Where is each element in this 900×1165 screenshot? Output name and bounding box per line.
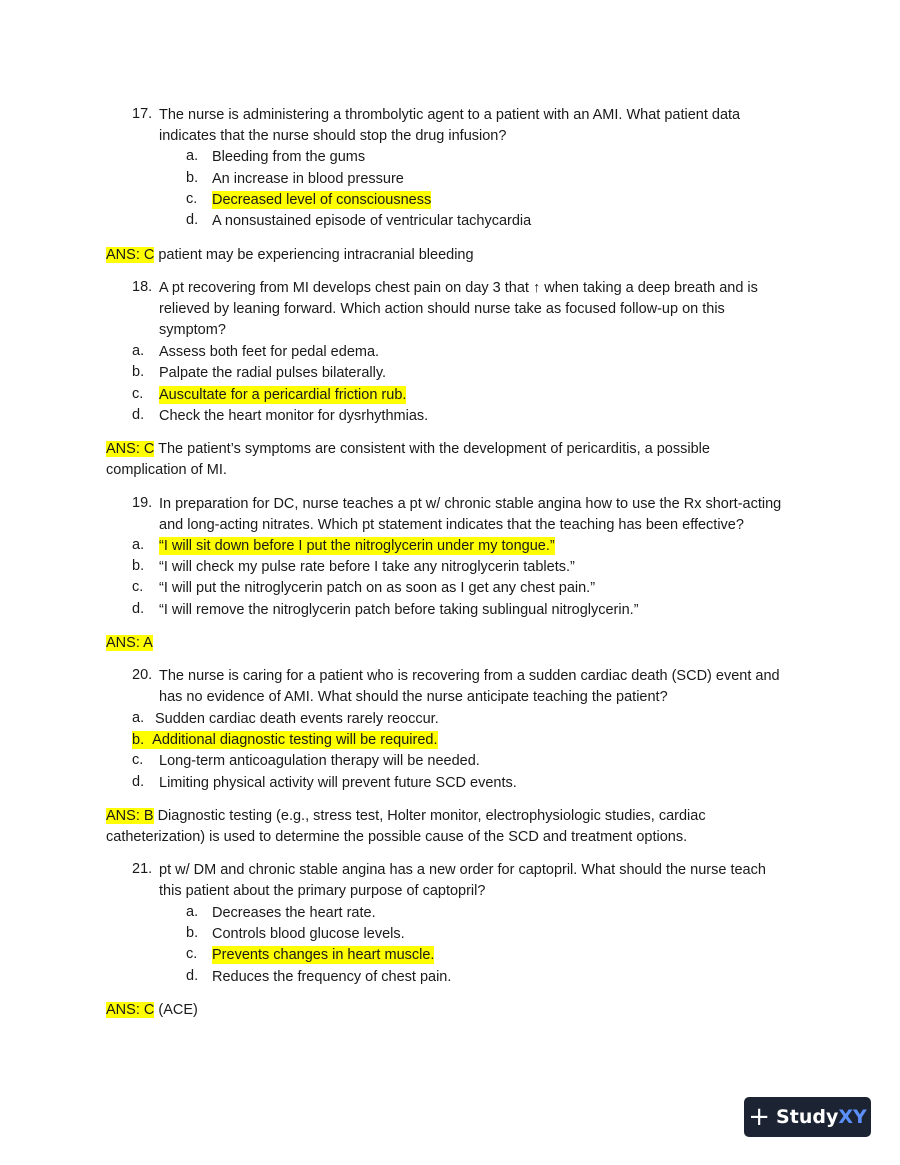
answer-label: ANS: C [106, 1002, 155, 1018]
question-number: 19. [132, 495, 153, 511]
option-letter: a. [186, 148, 199, 164]
option-letter: b. [132, 732, 145, 748]
option-text: Assess both feet for pedal edema. [159, 344, 380, 360]
option-letter: b. [132, 364, 145, 380]
option-letter: b. [186, 925, 199, 941]
option-text: Limiting physical activity will prevent future SCD events. [159, 775, 517, 791]
answer-text: Diagnostic testing (e.g., stress test, Holter monitor, electrophysiologic studies, cardiac [153, 808, 706, 824]
answer-line [106, 440, 710, 458]
question-stem-line: this patient about the primary purpose of captopril? [159, 883, 486, 899]
option-text-correct: Additional diagnostic testing will be required. [152, 732, 438, 748]
answer-text: The patient’s symptoms are consistent with the development of pericarditis, a possible [154, 441, 710, 457]
option-text: Bleeding from the gums [212, 149, 366, 165]
option-text: Long-term anticoagulation therapy will be needed. [159, 753, 480, 769]
option-letter: c. [186, 191, 198, 207]
option-text: Palpate the radial pulses bilaterally. [159, 365, 387, 381]
option-letter: a. [186, 904, 199, 920]
option-letter: d. [132, 774, 145, 790]
option-text: “I will put the nitroglycerin patch on as soon as I get any chest pain.” [159, 580, 596, 596]
option-text-correct: Prevents changes in heart muscle. [212, 947, 435, 963]
option-text: Controls blood glucose levels. [212, 926, 405, 942]
question-stem-line: pt w/ DM and chronic stable angina has a new order for captopril. What should the nurse teach [159, 862, 766, 878]
answer-label: ANS: C [106, 247, 155, 263]
question-stem-line: symptom? [159, 322, 226, 338]
option-letter: b. [132, 558, 145, 574]
option-letter: b. [186, 170, 199, 186]
question-number: 17. [132, 106, 153, 122]
question-stem-line: relieved by leaning forward. Which action should nurse take as focused follow-up on this [159, 301, 725, 317]
answer-text: patient may be experiencing intracranial bleeding [154, 247, 474, 263]
question-number: 18. [132, 279, 153, 295]
option-text: An increase in blood pressure [212, 171, 404, 187]
option-letter: c. [132, 386, 144, 402]
option-text-correct: Auscultate for a pericardial friction rub. [159, 387, 407, 403]
answer-line [106, 634, 153, 652]
option-text: “I will check my pulse rate before I take any nitroglycerin tablets.” [159, 559, 575, 575]
option-text: Reduces the frequency of chest pain. [212, 969, 452, 985]
question-stem-line: indicates that the nurse should stop the drug infusion? [159, 128, 507, 144]
option-letter: c. [132, 752, 144, 768]
option-text: Check the heart monitor for dysrhythmias. [159, 408, 429, 424]
option-letter: a. [132, 710, 145, 726]
option-text: Decreases the heart rate. [212, 905, 376, 921]
answer-line [106, 246, 474, 264]
answer-label: ANS: C [106, 441, 155, 457]
option-letter: a. [132, 537, 145, 553]
option-letter: c. [132, 579, 144, 595]
answer-text-line: complication of MI. [106, 462, 227, 478]
option-text-correct: “I will sit down before I put the nitroglycerin under my tongue.” [159, 538, 555, 554]
option-text: Sudden cardiac death events rarely reoccur. [155, 711, 439, 727]
option-letter: d. [132, 601, 145, 617]
question-stem-line: The nurse is caring for a patient who is recovering from a sudden cardiac death (SCD) event and [159, 668, 780, 684]
answer-line [106, 807, 706, 825]
option-letter: d. [186, 968, 199, 984]
option-letter: d. [186, 212, 199, 228]
option-text-correct: Decreased level of consciousness [212, 192, 432, 208]
question-stem-line: The nurse is administering a thrombolytic agent to a patient with an AMI. What patient data [159, 107, 741, 123]
question-stem-line: A pt recovering from MI develops chest pain on day 3 that ↑ when taking a deep breath and is [159, 280, 758, 296]
studyxy-logo[interactable] [744, 1097, 871, 1137]
option-letter: d. [132, 407, 145, 423]
answer-label: ANS: B [106, 808, 154, 824]
answer-text: (ACE) [154, 1002, 198, 1018]
logo-text-study: Study [776, 1106, 839, 1128]
question-stem-line: In preparation for DC, nurse teaches a pt w/ chronic stable angina how to use the Rx short-acting [159, 496, 782, 512]
option-correct [132, 731, 438, 749]
question-number: 20. [132, 667, 153, 683]
plus-icon: + [748, 1102, 771, 1132]
question-stem-line: and long-acting nitrates. Which pt statement indicates that the teaching has been effective? [159, 517, 744, 533]
answer-line [106, 1001, 198, 1019]
option-text: “I will remove the nitroglycerin patch before taking sublingual nitroglycerin.” [159, 602, 639, 618]
option-letter: c. [186, 946, 198, 962]
question-stem-line: has no evidence of AMI. What should the nurse anticipate teaching the patient? [159, 689, 668, 705]
option-text: A nonsustained episode of ventricular tachycardia [212, 213, 532, 229]
answer-label: ANS: A [106, 635, 153, 651]
option-letter: a. [132, 343, 145, 359]
logo-text-xy: XY [838, 1106, 867, 1128]
question-number: 21. [132, 861, 153, 877]
answer-text-line: catheterization) is used to determine the possible cause of the SCD and treatment options. [106, 829, 688, 845]
